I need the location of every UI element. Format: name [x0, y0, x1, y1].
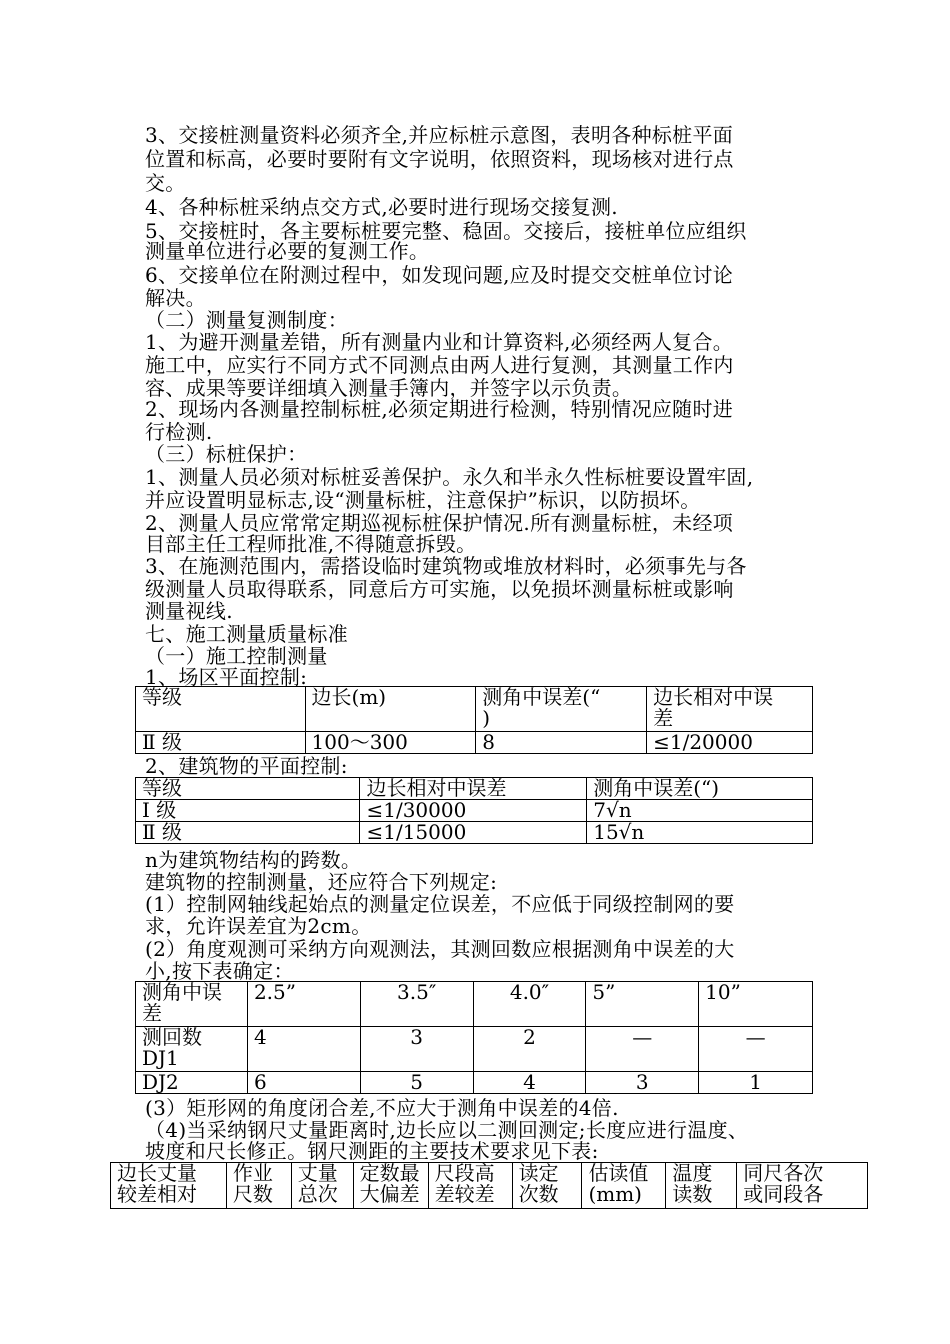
table-header: 边长相对中误差 — [360, 778, 587, 800]
table-cell: 4 — [473, 1072, 586, 1094]
text-line: 3、在施测范围内，需搭设临时建筑物或堆放材料时，必须事先与各 — [145, 554, 747, 578]
table-header: 边长丈量 较差相对 — [111, 1163, 227, 1209]
table-header: 等级 — [136, 687, 306, 732]
table-cell: 6 — [247, 1072, 360, 1094]
section-heading: 七、施工测量质量标准 — [145, 622, 348, 646]
table-cell: 5” — [586, 982, 699, 1027]
text-line: 目部主任工程师批准,不得随意拆毁。 — [145, 532, 477, 556]
table-cell: — — [699, 1027, 813, 1072]
table-header: 尺段高 差较差 — [428, 1163, 512, 1209]
table-header: 丈量 总次 — [291, 1163, 353, 1209]
text-line: 交。 — [145, 171, 186, 195]
table-cell: 2 — [473, 1027, 586, 1072]
text-line: 解决。 — [145, 286, 206, 310]
table-cell: ≤1/15000 — [360, 822, 587, 844]
text-line: n为建筑物结构的跨数。 — [145, 848, 362, 872]
observation-count-table — [135, 981, 813, 1094]
text-line: 2、建筑物的平面控制: — [145, 754, 348, 778]
text-line: 测量视线. — [145, 599, 233, 623]
text-line: 建筑物的控制测量，还应符合下列规定: — [145, 870, 498, 894]
table-cell: — — [586, 1027, 699, 1072]
table-header: 测角中误差(“ ) — [476, 687, 647, 732]
table-cell: 10” — [699, 982, 813, 1027]
table-header: 读定 次数 — [512, 1163, 582, 1209]
text-line: (3）矩形网的角度闭合差,不应大于测角中误差的4倍. — [145, 1096, 619, 1120]
text-line: （4)当采纳钢尺丈量距离时,边长应以二测回测定;长度应进行温度、 — [145, 1118, 749, 1142]
text-line: 5、交接桩时，各主要标桩要完整、稳固。交接后，接桩单位应组织 — [145, 219, 747, 243]
table-header: DJ2 — [136, 1072, 248, 1094]
table-cell: 4 — [247, 1027, 360, 1072]
table-cell: 4.0″ — [473, 982, 586, 1027]
table-header: 同尺各次 或同段各 — [737, 1163, 868, 1209]
text-line: (2）角度观测可采纳方向观测法，其测回数应根据测角中误差的大 — [145, 937, 735, 961]
text-line: 6、交接单位在附测过程中，如发现问题,应及时提交交桩单位讨论 — [145, 263, 734, 287]
table-header: 温度 读数 — [666, 1163, 737, 1209]
table-cell: ≤1/20000 — [647, 732, 813, 754]
text-line: 坡度和尺长修正。钢尺测距的主要技术要求见下表: — [145, 1139, 599, 1163]
text-line: 容、成果等要详细填入测量手簿内，并签字以示负责。 — [145, 376, 633, 400]
table-cell: Ⅱ 级 — [136, 822, 360, 844]
site-control-table — [135, 686, 813, 754]
table-cell: Ⅰ 级 — [136, 800, 360, 822]
table-cell: ≤1/30000 — [360, 800, 587, 822]
steel-tape-table — [110, 1162, 868, 1209]
text-line: 2、现场内各测量控制标桩,必须定期进行检测，特别情况应随时进 — [145, 397, 734, 421]
text-line: 1、场区平面控制: — [145, 665, 308, 689]
text-line: 3、交接桩测量资料必须齐全,并应标桩示意图，表明各种标桩平面 — [145, 123, 734, 147]
text-line: 1、测量人员必须对标桩妥善保护。永久和半永久性标桩要设置牢固, — [145, 465, 754, 489]
table-cell: 3.5″ — [360, 982, 473, 1027]
text-line: (1）控制网轴线起始点的测量定位误差，不应低于同级控制网的要 — [145, 892, 735, 916]
table-header: 边长相对中误 差 — [647, 687, 813, 732]
building-control-table — [135, 777, 813, 844]
table-cell: 1 — [699, 1072, 813, 1094]
text-line: 并应设置明显标志,设“测量标桩，注意保护”标识，以防损坏。 — [145, 488, 701, 512]
text-line: 行检测. — [145, 420, 213, 444]
text-line: 小,按下表确定： — [145, 959, 294, 983]
text-line: 位置和标高，必要时要附有文字说明，依照资料，现场核对进行点 — [145, 147, 734, 171]
section-heading: （二）测量复测制度： — [145, 308, 348, 332]
table-header: 测角中误 差 — [136, 982, 248, 1027]
table-cell: Ⅱ 级 — [136, 732, 306, 754]
text-line: 测量单位进行必要的复测工作。 — [145, 239, 430, 263]
table-cell: 3 — [360, 1027, 473, 1072]
section-heading: （三）标桩保护： — [145, 442, 308, 466]
table-cell: 15√n — [587, 822, 813, 844]
table-header: 边长(m) — [305, 687, 476, 732]
table-cell: 100～300 — [305, 732, 476, 754]
table-cell: 8 — [476, 732, 647, 754]
table-header: 等级 — [136, 778, 360, 800]
table-cell: 7√n — [587, 800, 813, 822]
text-line: 施工中，应实行不同方式不同测点由两人进行复测，其测量工作内 — [145, 353, 734, 377]
table-header: 定数最 大偏差 — [353, 1163, 428, 1209]
table-cell: 2.5” — [247, 982, 360, 1027]
text-line: 1、为避开测量差错，所有测量内业和计算资料,必须经两人复合。 — [145, 330, 734, 354]
text-line: 级测量人员取得联系，同意后方可实施，以免损坏测量标桩或影响 — [145, 577, 734, 601]
text-line: 4、各种标桩采纳点交方式,必要时进行现场交接复测. — [145, 195, 618, 219]
section-heading: （一）施工控制测量 — [145, 644, 328, 668]
table-header: 估读值 (mm) — [582, 1163, 666, 1209]
text-line: 2、测量人员应常常定期巡视标桩保护情况.所有测量标桩，未经项 — [145, 511, 734, 535]
table-header: 作业 尺数 — [226, 1163, 291, 1209]
table-header: 测角中误差(“) — [587, 778, 813, 800]
text-line: 求，允许误差宜为2cm。 — [145, 914, 372, 938]
table-cell: 3 — [586, 1072, 699, 1094]
table-cell: 5 — [360, 1072, 473, 1094]
table-header: 测回数 DJ1 — [136, 1027, 248, 1072]
